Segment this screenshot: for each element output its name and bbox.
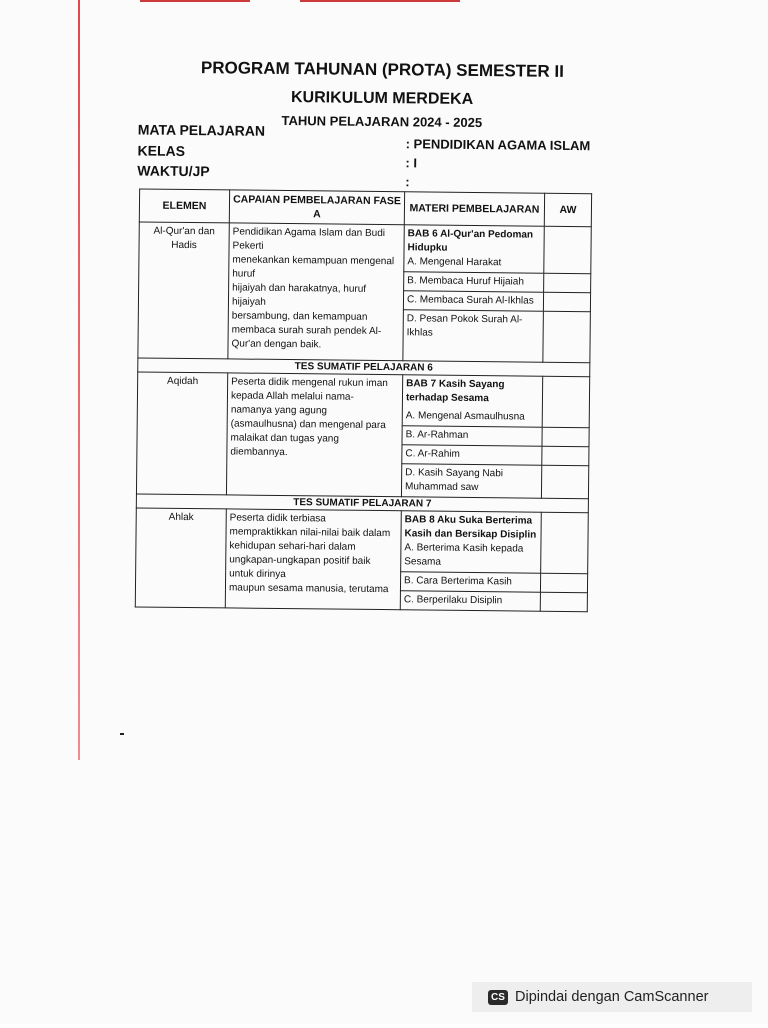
table-row [139, 222, 591, 274]
camscanner-logo-icon: CS [488, 990, 508, 1005]
materi-item: A. Mengenal Harakat [407, 256, 502, 269]
summative-label: TES SUMATIF PELAJARAN 6 [138, 358, 590, 377]
capaian-cell: Pendidikan Agama Islam dan Budi Pekerti menekankan kemampuan mengenal huruf hijaiyah dan harakatnya, huruf hijaiyah bersambung, dan kemampuan membaca surah surah pendek Al- Qur'an dengan baik. [228, 223, 404, 361]
bab-title: BAB 6 Al-Qur'an Pedoman Hidupku [407, 228, 534, 254]
table-row [137, 372, 590, 428]
materi-cell [402, 375, 543, 427]
doc-subtitle: KURIKULUM MERDEKA [290, 89, 474, 108]
aw-cell [542, 376, 590, 427]
materi-cell [404, 225, 544, 273]
header-materi: MATERI PEMBELAJARAN [404, 192, 544, 226]
aw-cell [541, 465, 588, 498]
waktu-value: : [405, 174, 410, 190]
aw-cell [540, 592, 587, 611]
materi-item: A. Berterima Kasih kepada Sesama [404, 542, 524, 568]
aw-cell [543, 292, 590, 311]
prota-table [135, 188, 592, 612]
materi-item: C. Ar-Rahim [402, 445, 542, 465]
bab-title: BAB 8 Aku Suka Berterima Kasih dan Bersikap Disiplin [404, 514, 537, 541]
camscanner-text: Dipindai dengan CamScanner [515, 989, 709, 1005]
materi-item: D. Kasih Sayang Nabi Muhammad saw [401, 464, 541, 498]
materi-item: B. Cara Berterima Kasih [400, 572, 540, 592]
element-cell: Al-Qur'an dan Hadis [138, 222, 229, 359]
element-cell: Ahlak [135, 508, 226, 608]
aw-cell [541, 512, 589, 573]
materi-item: C. Membaca Surah Al-Ikhlas [403, 291, 543, 311]
materi-cell [401, 511, 542, 573]
camscanner-watermark [472, 982, 752, 1012]
waktu-label: WAKTU/JP [137, 162, 210, 180]
aw-cell [540, 573, 587, 592]
table-header-row [139, 189, 591, 227]
bab-title: BAB 7 Kasih Sayang terhadap Sesama [405, 378, 505, 405]
aw-cell [543, 311, 591, 362]
doc-year: TAHUN PELAJARAN 2024 - 2025 [281, 112, 483, 131]
doc-title: PROGRAM TAHUNAN (PROTA) SEMESTER II [200, 58, 564, 81]
mapel-label: MATA PELAJARAN [137, 121, 266, 139]
table-row [136, 508, 589, 574]
header-aw: AW [544, 193, 591, 226]
capaian-cell: Peserta didik terbiasa mempraktikkan nilai-nilai baik dalam kehidupan sehari-hari dalam ungkapan-ungkapan positif baik untuk dirinya maupun sesama manusia, terutama [225, 509, 401, 610]
element-cell: Aqidah [136, 372, 227, 495]
aw-cell [544, 273, 591, 292]
materi-item: C. Berperilaku Disiplin [400, 591, 540, 611]
aw-cell [542, 446, 589, 465]
capaian-cell: Peserta didik mengenal rukun iman kepada Allah melalui nama- namanya yang agung (asmaulhusna) dan mengenal para malaikat dan tugas yang diembannya. [226, 373, 402, 497]
kelas-value: : I [405, 155, 418, 171]
materi-item: B. Membaca Huruf Hijaiah [404, 272, 544, 292]
mapel-value: : PENDIDIKAN AGAMA ISLAM [405, 136, 591, 154]
header-capaian: CAPAIAN PEMBELAJARAN FASE A [229, 190, 404, 225]
aw-cell [544, 226, 591, 273]
materi-item: A. Mengenal Asmaulhusna [405, 410, 525, 423]
aw-cell [542, 427, 589, 446]
summative-label: TES SUMATIF PELAJARAN 7 [136, 494, 588, 513]
kelas-label: KELAS [137, 142, 186, 159]
materi-item: D. Pesan Pokok Surah Al-Ikhlas [403, 310, 544, 362]
header-elemen: ELEMEN [139, 189, 229, 223]
materi-item: B. Ar-Rahman [402, 426, 542, 446]
